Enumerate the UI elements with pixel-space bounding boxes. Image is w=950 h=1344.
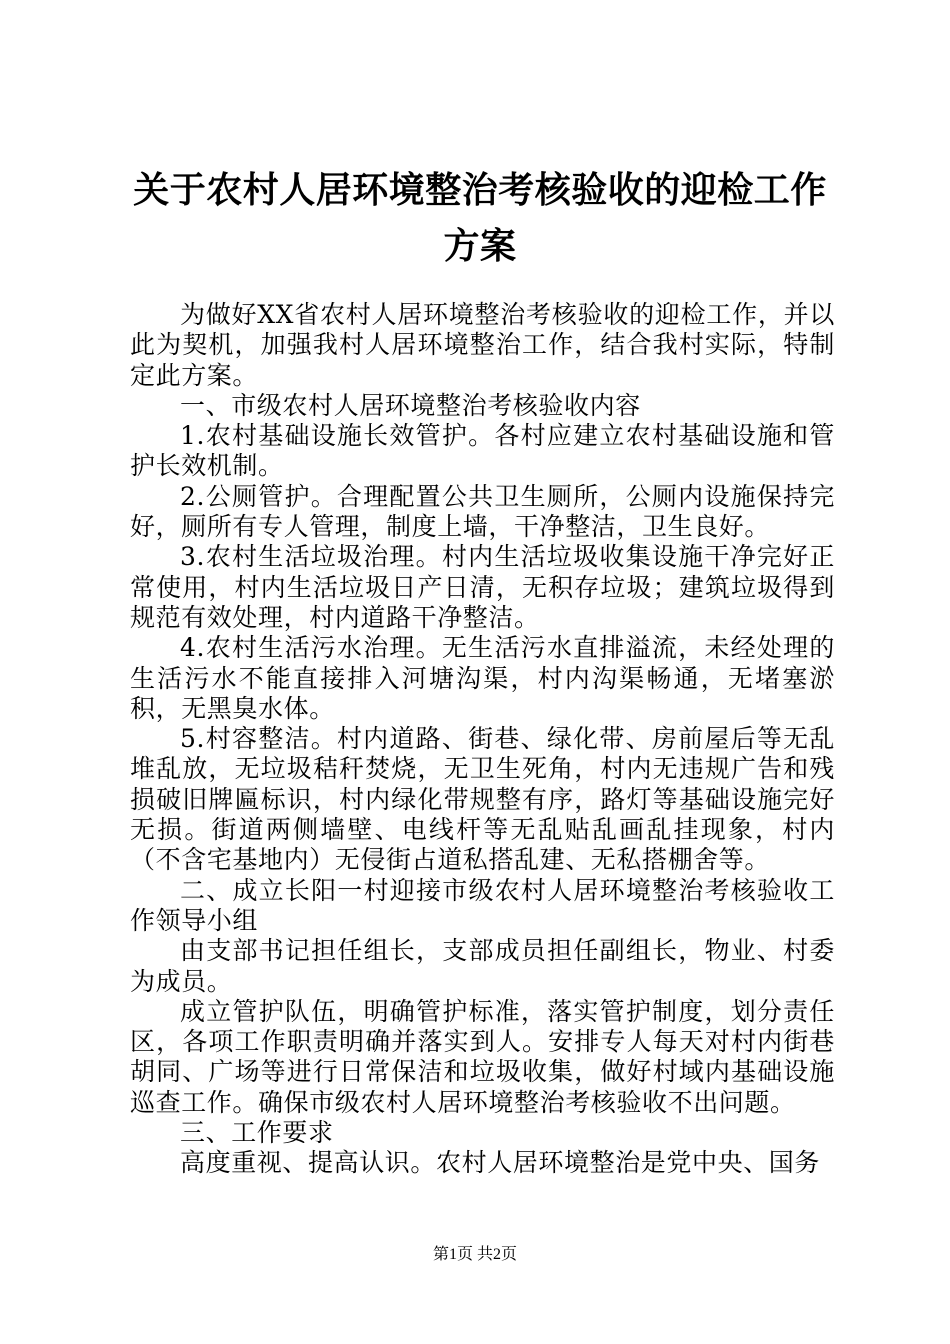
paragraph-leadership: 由支部书记担任组长，支部成员担任副组长，物业、村委为成员。 (130, 936, 835, 996)
page-number: 第1页 共2页 (432, 1246, 517, 1263)
paragraph-item-1: 1.农村基础设施长效管护。各村应建立农村基础设施和管护长效机制。 (130, 421, 835, 481)
paragraph-item-4: 4.农村生活污水治理。无生活污水直排溢流，未经处理的生活污水不能直接排入河塘沟渠，村内沟渠畅通，无堵塞淤积，无黑臭水体。 (130, 633, 835, 723)
document-body (130, 300, 835, 1179)
section-heading-1: 一、市级农村人居环境整治考核验收内容 (180, 390, 641, 420)
paragraph-requirements: 高度重视、提高认识。农村人居环境整治是党中央、国务 (180, 1148, 821, 1178)
paragraph-intro: 为做好XX省农村人居环境整治考核验收的迎检工作，并以此为契机，加强我村人居环境整治工作，结合我村实际，特制定此方案。 (130, 300, 835, 390)
paragraph-item-5: 5.村容整洁。村内道路、街巷、绿化带、房前屋后等无乱堆乱放，无垃圾秸秆焚烧，无卫生死角，村内无违规广告和残损破旧牌匾标识，村内绿化带规整有序，路灯等基础设施完好无损。街道两侧墙壁、电线杆等无乱贴乱画乱挂现象，村内（不含宅基地内）无侵街占道私搭乱建、无私搭棚舍等。 (130, 724, 835, 875)
section-heading-3: 三、工作要求 (180, 1118, 334, 1148)
paragraph-item-2: 2.公厕管护。合理配置公共卫生厕所，公厕内设施保持完好，厕所有专人管理，制度上墙，干净整洁，卫生良好。 (130, 481, 835, 542)
paragraph-team: 成立管护队伍，明确管护标准，落实管护制度，划分责任区，各项工作职责明确并落实到人。安排专人每天对村内街巷胡同、广场等进行日常保洁和垃圾收集，做好村域内基础设施巡查工作。确保市级农村人居环境整治考核验收不出问题。 (130, 996, 835, 1117)
document-title: 关于农村人居环境整治考核验收的迎检工作方案 (133, 170, 827, 267)
section-heading-2: 二、成立长阳一村迎接市级农村人居环境整治考核验收工作领导小组 (130, 875, 835, 935)
paragraph-item-3: 3.农村生活垃圾治理。村内生活垃圾收集设施干净完好正常使用，村内生活垃圾日产日清，无积存垃圾；建筑垃圾得到规范有效处理，村内道路干净整洁。 (130, 542, 835, 632)
